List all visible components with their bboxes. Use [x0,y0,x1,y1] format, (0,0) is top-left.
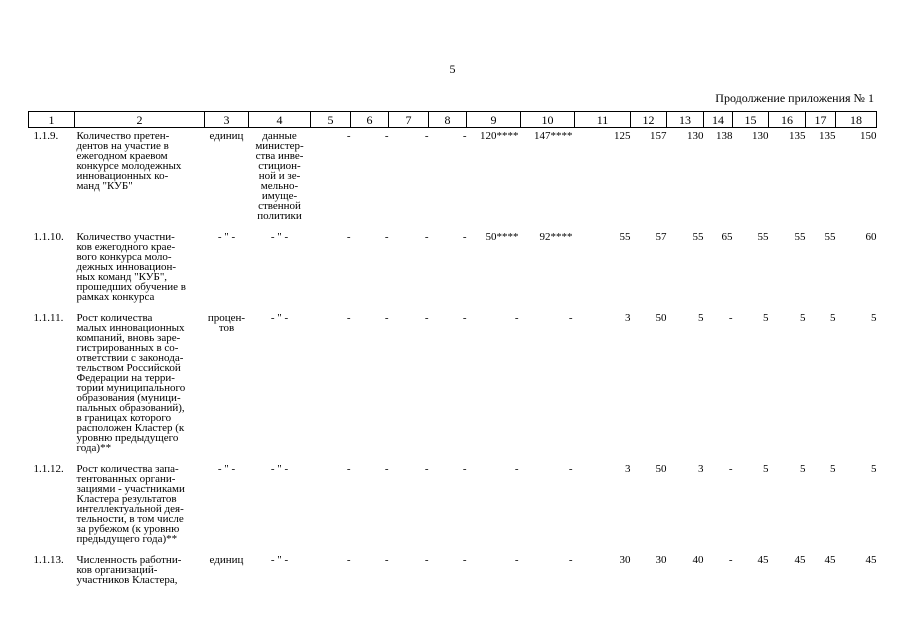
value-cell-16: 5 [800,463,806,475]
value-cell-14: 138 [716,130,733,142]
value-cell-15: 130 [752,130,769,142]
value-cell-7: - [424,130,429,142]
source-cell: - " - [270,231,289,243]
source-cell: данные министер- ства инве- стицион- ной и зе- мельно- имуще- ственной политики [255,130,304,222]
value-cell-11: 55 [619,231,631,243]
value-cell-5: - [346,463,351,475]
row-number: 1.1.12. [33,463,64,475]
value-cell-13: 130 [687,130,704,142]
value-cell-15: 45 [757,554,769,566]
value-cell-12: 157 [650,130,667,142]
value-cell-5: - [346,231,351,243]
value-cell-10: - [568,554,573,566]
value-cell-13: 40 [692,554,704,566]
value-cell-10: - [568,312,573,324]
value-cell-14: - [728,554,733,566]
value-cell-5: - [346,312,351,324]
value-cell-9: - [514,554,519,566]
header-cell-18: 18 [836,112,877,128]
unit-cell: - " - [217,231,236,243]
table-row [29,552,877,585]
value-cell-7: - [424,463,429,475]
value-cell-6: - [384,312,389,324]
value-cell-10: 92**** [539,231,573,243]
value-cell-6: - [384,463,389,475]
value-cell-13: 3 [698,463,704,475]
value-cell-12: 50 [655,312,667,324]
value-cell-18: 5 [871,312,877,324]
value-cell-5: - [346,130,351,142]
value-cell-7: - [424,312,429,324]
table-row [29,461,877,544]
header-cell-13: 13 [667,112,704,128]
value-cell-12: 50 [655,463,667,475]
value-cell-13: 5 [698,312,704,324]
value-cell-15: 5 [763,312,769,324]
value-cell-14: - [728,312,733,324]
value-cell-8: - [462,130,467,142]
indicator-name: Рост количества запа- тентованных органи- зациями - участниками Кластера результатов интеллектуальной дея- тельности, в том числе за рубежом (к уровню предыдущего года)** [76,463,185,545]
indicator-name: Рост количества малых инновационных компаний, вновь заре- гистрированных в со- ответствии с законода- тельством Российской Федерации на терри- тории муниципального образования (муници- пальных образований), в границах которого расположен Кластер (к уровню предыдущего года)** [76,312,186,454]
table-body [29,128,877,586]
value-cell-10: 147**** [534,130,573,142]
value-cell-6: - [384,130,389,142]
row-number: 1.1.10. [33,231,64,243]
header-row [29,112,877,128]
value-cell-9: - [514,312,519,324]
header-cell-5: 5 [311,112,351,128]
value-cell-8: - [462,554,467,566]
value-cell-17: 5 [830,312,836,324]
value-cell-17: 5 [830,463,836,475]
value-cell-14: - [728,463,733,475]
value-cell-16: 135 [789,130,806,142]
value-cell-18: 45 [865,554,877,566]
value-cell-18: 150 [860,130,877,142]
value-cell-17: 135 [819,130,836,142]
value-cell-16: 45 [794,554,806,566]
header-cell-14: 14 [704,112,733,128]
header-cell-6: 6 [351,112,389,128]
value-cell-11: 125 [614,130,631,142]
source-cell: - " - [270,312,289,324]
header-cell-1: 1 [29,112,75,128]
unit-cell: - " - [217,463,236,475]
header-cell-7: 7 [389,112,429,128]
unit-cell: единиц [209,554,244,566]
row-number: 1.1.11. [33,312,64,324]
header-cell-12: 12 [631,112,667,128]
page-number: 5 [449,62,456,76]
indicator-name: Количество претен- дентов на участие в ежегодном краевом конкурсе молодежных инновационных ко- манд "КУБ" [76,130,182,192]
value-cell-8: - [462,463,467,475]
value-cell-5: - [346,554,351,566]
header-cell-8: 8 [429,112,467,128]
value-cell-6: - [384,231,389,243]
table-row [29,310,877,453]
value-cell-12: 30 [655,554,667,566]
value-cell-13: 55 [692,231,704,243]
unit-cell: процен- тов [207,312,246,334]
value-cell-8: - [462,312,467,324]
value-cell-12: 57 [655,231,667,243]
indicator-name: Количество участни- ков ежегодного крае- вого конкурса моло- дежных инновацион- ных команд "КУБ", прошедших обучение в рамках конкурса [76,231,186,303]
row-number: 1.1.9. [33,130,59,142]
value-cell-10: - [568,463,573,475]
value-cell-14: 65 [721,231,733,243]
table-row [29,229,877,302]
header-cell-15: 15 [733,112,769,128]
source-cell: - " - [270,554,289,566]
value-cell-8: - [462,231,467,243]
value-cell-11: 3 [625,312,631,324]
value-cell-18: 5 [871,463,877,475]
value-cell-9: 50**** [485,231,519,243]
value-cell-17: 55 [824,231,836,243]
value-cell-11: 30 [619,554,631,566]
value-cell-18: 60 [865,231,877,243]
value-cell-9: - [514,463,519,475]
header-cell-11: 11 [575,112,631,128]
value-cell-11: 3 [625,463,631,475]
value-cell-16: 5 [800,312,806,324]
value-cell-7: - [424,231,429,243]
table-row [29,128,877,222]
source-cell: - " - [270,463,289,475]
indicator-name: Численность работни- ков организаций- участников Кластера, [76,554,182,586]
header-cell-16: 16 [769,112,806,128]
value-cell-15: 55 [757,231,769,243]
unit-cell: единиц [209,130,244,142]
value-cell-17: 45 [824,554,836,566]
header-cell-17: 17 [806,112,836,128]
value-cell-6: - [384,554,389,566]
header-cell-10: 10 [521,112,575,128]
continuation-label: Продолжение приложения № 1 [715,91,874,105]
header-cell-3: 3 [205,112,249,128]
value-cell-16: 55 [794,231,806,243]
row-number: 1.1.13. [33,554,64,566]
value-cell-7: - [424,554,429,566]
header-cell-9: 9 [467,112,521,128]
value-cell-9: 120**** [480,130,519,142]
header-cell-2: 2 [75,112,205,128]
header-cell-4: 4 [249,112,311,128]
indicators-table [28,111,877,585]
value-cell-15: 5 [763,463,769,475]
